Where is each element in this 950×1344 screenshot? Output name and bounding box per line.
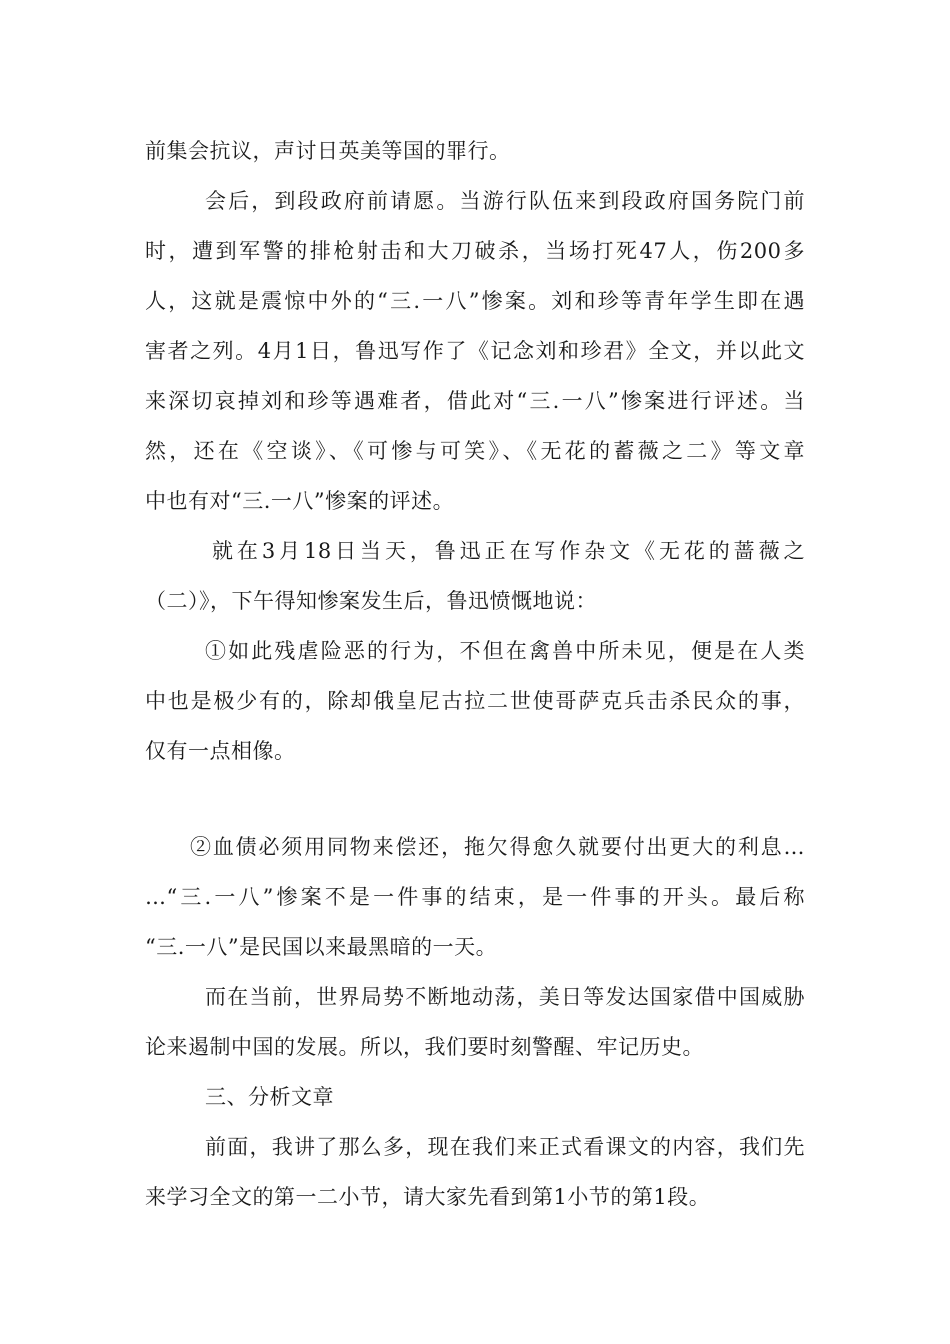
text-line: 仅有一点相像。 <box>145 739 296 763</box>
text-line: 论来遏制中国的发展。所以，我们要时刻警醒、牢记历史。 <box>145 1035 704 1059</box>
paragraph-start-line: 而在当前，世界局势不断地动荡，美日等发达国家借中国威胁 <box>205 985 805 1009</box>
text-line: 害者之列。4月1日，鲁迅写作了《记念刘和珍君》全文，并以此文 <box>145 339 805 363</box>
text-line: 然，还在《空谈》、《可惨与可笑》、《无花的蓄薇之二》等文章 <box>145 439 805 463</box>
text-line: 人，这就是震惊中外的“三.一八”惨案。刘和珍等青年学生即在遇 <box>145 289 805 313</box>
paragraph-start-line: 会后，到段政府前请愿。当游行队伍来到段政府国务院门前 <box>205 189 805 213</box>
text-line: 时，遭到军警的排枪射击和大刀破杀，当场打死47人，伤200多 <box>145 239 805 263</box>
text-line: …“三.一八”惨案不是一件事的结束，是一件事的开头。最后称 <box>145 885 805 909</box>
text-line: 来深切哀掉刘和珍等遇难者，借此对“三.一八”惨案进行评述。当 <box>145 389 805 413</box>
quote-item-2: ②血债必须用同物来偿还，拖欠得愈久就要付出更大的利息… <box>190 835 805 859</box>
text-line: 来学习全文的第一二小节，请大家先看到第1小节的第1段。 <box>145 1185 711 1209</box>
paragraph-start-line: 前面，我讲了那么多，现在我们来正式看课文的内容，我们先 <box>205 1135 805 1159</box>
text-line: （二）》，下午得知惨案发生后，鲁迅愤慨地说： <box>145 589 597 613</box>
text-line: “三.一八”是民国以来最黑暗的一天。 <box>145 935 498 959</box>
section-heading: 三、分析文章 <box>205 1085 334 1109</box>
quote-item-1: ①如此残虐险恶的行为，不但在禽兽中所未见，便是在人类 <box>205 639 805 663</box>
paragraph-start-line: 就在3月18日当天，鲁迅正在写作杂文《无花的蔷薇之 <box>212 539 805 563</box>
text-line: 中也是极少有的，除却俄皇尼古拉二世使哥萨克兵击杀民众的事， <box>145 689 805 713</box>
text-line: 前集会抗议，声讨日英美等国的罪行。 <box>145 139 511 163</box>
text-line: 中也有对“三.一八”惨案的评述。 <box>145 489 455 513</box>
